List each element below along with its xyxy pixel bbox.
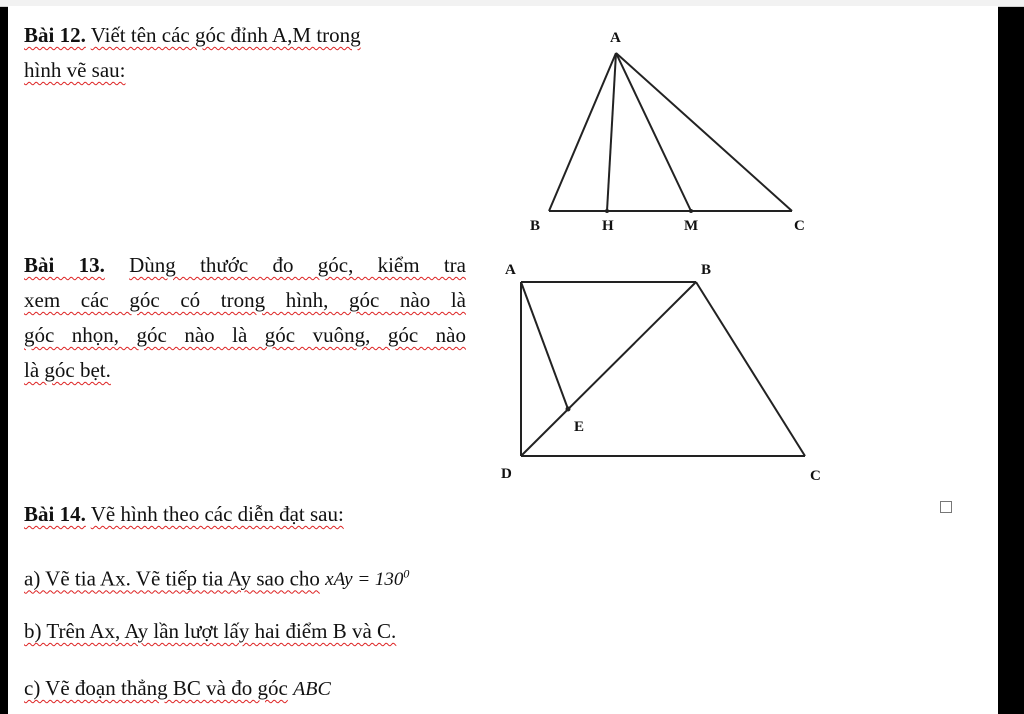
- figure-2-trapezoid: [521, 282, 805, 456]
- segment-ae2: [521, 282, 568, 409]
- fig1-label-a: A: [610, 30, 621, 46]
- exercise-12-text-2: hình vẽ sau:: [24, 58, 126, 82]
- fig2-label-d: D: [501, 466, 512, 482]
- angle-abc-expression: ABC: [293, 678, 331, 700]
- fig1-label-m: M: [684, 218, 699, 234]
- fig2-label-e: E: [574, 419, 585, 435]
- exercise-13-text-2: xem các góc có trong hình, góc nào là: [24, 288, 466, 312]
- exercise-14-item-c-text: c) Vẽ đoạn thẳng BC và đo góc: [24, 676, 288, 700]
- figures-canvas: [8, 6, 998, 714]
- exercise-13-text-3: góc nhọn, góc nào là góc vuông, góc nào: [24, 323, 466, 347]
- exercise-14-item-b-text: b) Trên Ax, Ay lần lượt lấy hai điểm B và C.: [24, 619, 397, 643]
- exercise-13-text-1: Dùng thước đo góc, kiểm tra: [129, 253, 466, 277]
- fig1-label-b: B: [530, 218, 541, 234]
- point-h: [605, 209, 609, 213]
- exercise-13-text-4: là góc bẹt.: [24, 358, 111, 382]
- point-e: [566, 407, 571, 412]
- fig2-label-a: A: [505, 262, 516, 278]
- exercise-14-title: Bài 14.: [24, 502, 86, 526]
- segment-ah: [607, 53, 616, 211]
- segment-bc2: [696, 282, 805, 456]
- angle-xay-expression: xAy = 130: [325, 569, 404, 591]
- fig2-label-c: C: [810, 468, 821, 484]
- fig2-label-b: B: [701, 262, 712, 278]
- segment-ab: [549, 53, 616, 211]
- exercise-12-text-1: Viết tên các góc đỉnh A,M trong: [90, 23, 361, 47]
- exercise-14-item-a-text: a) Vẽ tia Ax. Vẽ tiếp tia Ay sao cho: [24, 566, 320, 591]
- document-page: [8, 6, 998, 714]
- exercise-14-intro: Vẽ hình theo các diễn đạt sau:: [90, 502, 344, 526]
- segment-ac: [616, 53, 792, 211]
- degree-superscript: 0: [403, 567, 410, 581]
- exercise-13-title: Bài 13.: [24, 253, 105, 277]
- exercise-12-title: Bài 12.: [24, 23, 86, 47]
- segment-am: [616, 53, 691, 211]
- fig1-label-c: C: [794, 218, 805, 234]
- fig1-label-h: H: [602, 218, 614, 234]
- segment-db2: [521, 282, 696, 456]
- figure-1-triangle: [549, 53, 792, 211]
- point-m: [689, 209, 693, 213]
